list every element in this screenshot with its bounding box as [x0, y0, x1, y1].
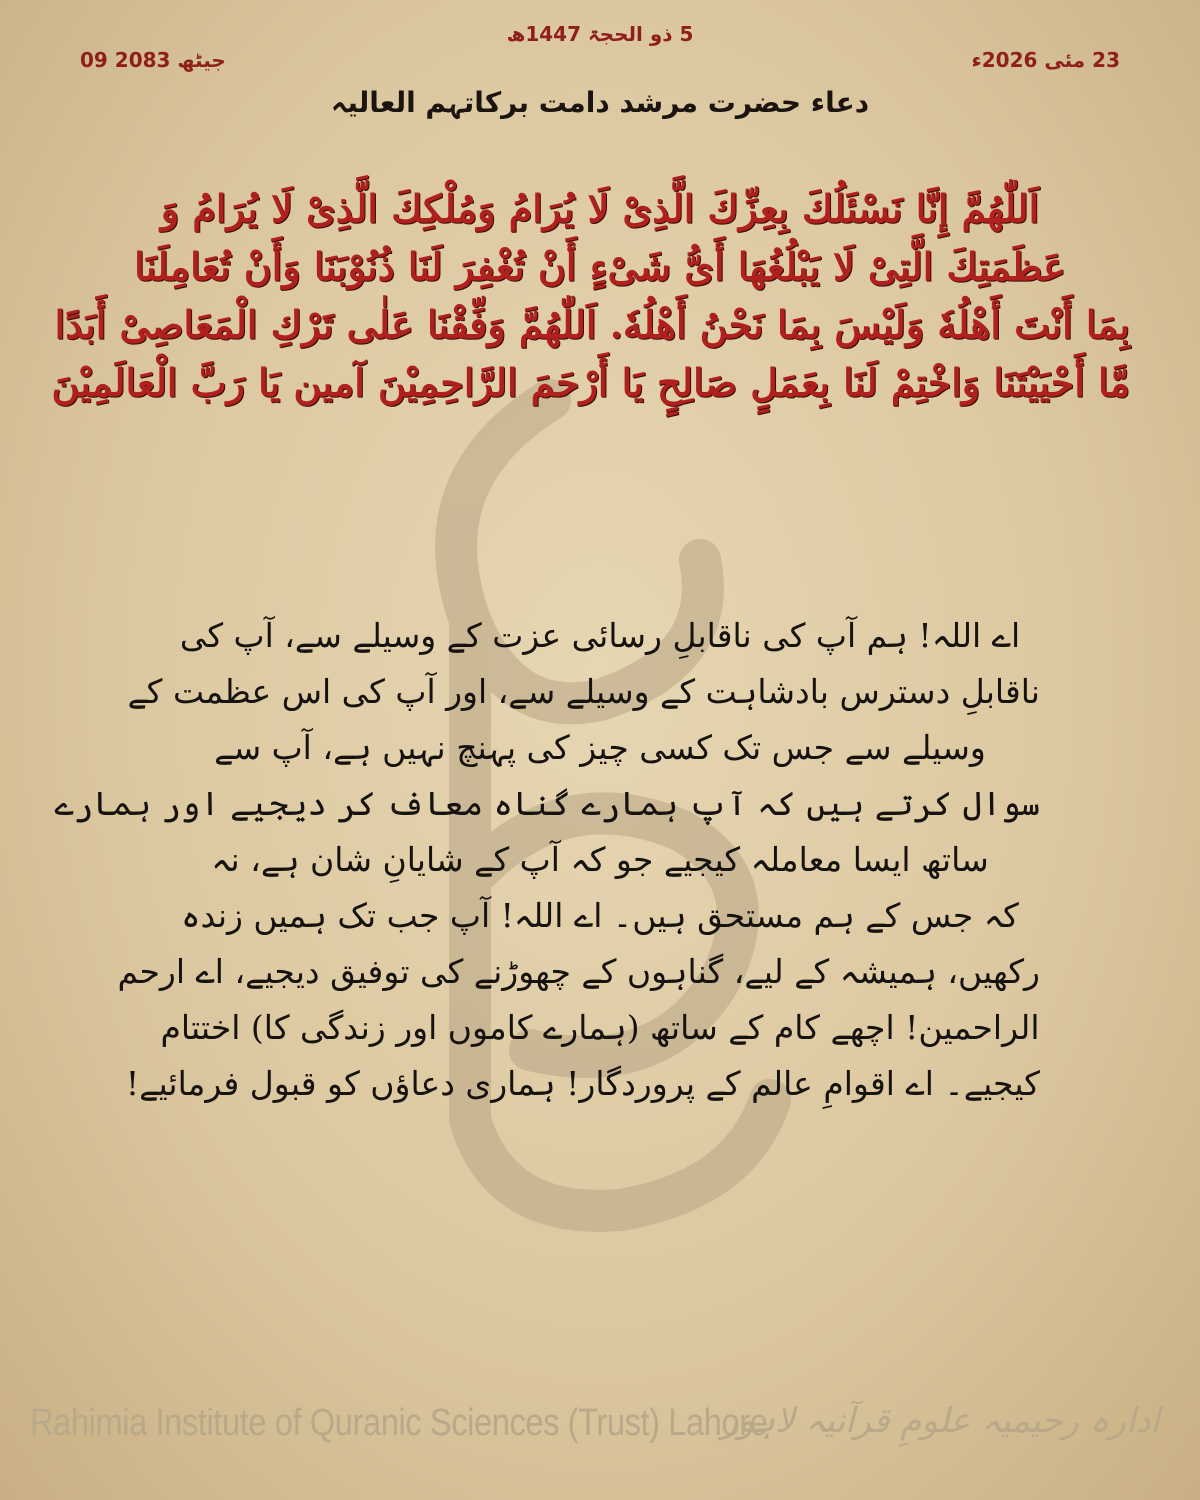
page-title: دعاء حضرت مرشد دامت برکاتہم العالیہ: [330, 86, 870, 119]
arabic-dua-line: عَظَمَتِكَ الَّتِىْ لَا يَبْلُغُهَا أَىُّ شَىْءٍ أَنْ تُغْفِرَ لَنَا ذُنُوْبَنَا وَأَنْ تُعَامِلَنَا: [134, 244, 1066, 289]
urdu-translation-line: رکھیں، ہمیشہ کے لیے، گناہوں کے چھوڑنے کی توفیق دیجیے، اے ارحم: [117, 952, 1040, 991]
urdu-translation-line: الراحمین! اچھے کام کے ساتھ (ہمارے کاموں اور زندگی کا) اختتام: [160, 1008, 1040, 1047]
urdu-translation-line: کیجیے۔ اے اقوامِ عالم کے پروردگار! ہماری دعاؤں کو قبول فرمائیے!: [125, 1064, 1040, 1103]
date-header: [0, 22, 1200, 78]
arabic-dua-line: مَّا أَحْيَيْتَنَا وَاخْتِمْ لَنَا بِعَمَلٍ صَالِحٍ يَا أَرْحَمَ الرَّاحِمِيْنَ آمين يَا رَبَّ الْعَالَمِيْنَ: [51, 360, 1130, 405]
urdu-translation-line: وسیلے سے جس تک کسی چیز کی پہنچ نہیں ہے، آپ سے: [214, 728, 986, 767]
arabic-dua-line: اَللّٰهُمَّ إِنَّا نَسْئَلُكَ بِعِزِّكَ الَّذِىْ لَا يُرَامُ وَمُلْكِكَ الَّذِىْ لَا يُرَامُ وَ: [160, 186, 1040, 231]
footer: [0, 1402, 1200, 1472]
institute-name-english: Rahimia Institute of Quranic Sciences (Trust) Lahore: [30, 1402, 768, 1444]
urdu-translation-line: اے اللہ! ہم آپ کی ناقابلِ رسائی عزت کے وسیلے سے، آپ کی: [179, 616, 1021, 655]
arabic-dua: [51, 180, 1130, 412]
urdu-translation-line: کہ جس کے ہم مستحق ہیں۔ اے اللہ! آپ جب تک ہمیں زندہ: [181, 896, 1019, 935]
urdu-translation-line: سوال کرتے ہیں کہ آپ ہمارے گناہ معاف کر دیجیے اور ہمارے: [54, 784, 1040, 823]
arabic-dua-line: بِمَا أَنْتَ أَهْلُهٗ وَلَيْسَ بِمَا نَحْنُ أَهْلُهٗ. اَللّٰهُمَّ وَفِّقْنَا عَلٰى تَرْكِ الْمَعَاصِىْ أَبَدًا: [54, 302, 1130, 347]
hijri-date: 5 ذو الحجۃ 1447ھ: [506, 22, 694, 46]
urdu-translation: [54, 608, 1040, 1112]
urdu-translation-line: ناقابلِ دسترس بادشاہت کے وسیلے سے، اور آپ کی اس عظمت کے: [127, 672, 1040, 711]
bikrami-date: 09 جیٹھ 2083: [80, 48, 226, 72]
gregorian-date: 23 مئی 2026ء: [971, 48, 1120, 72]
urdu-translation-line: ساتھ ایسا معاملہ کیجیے جو کہ آپ کے شایانِ شان ہے، نہ: [211, 840, 989, 879]
institute-logo-urdu: ادارہ رحیمیہ علومِ قرآنیہ لاہور: [721, 1401, 1160, 1441]
